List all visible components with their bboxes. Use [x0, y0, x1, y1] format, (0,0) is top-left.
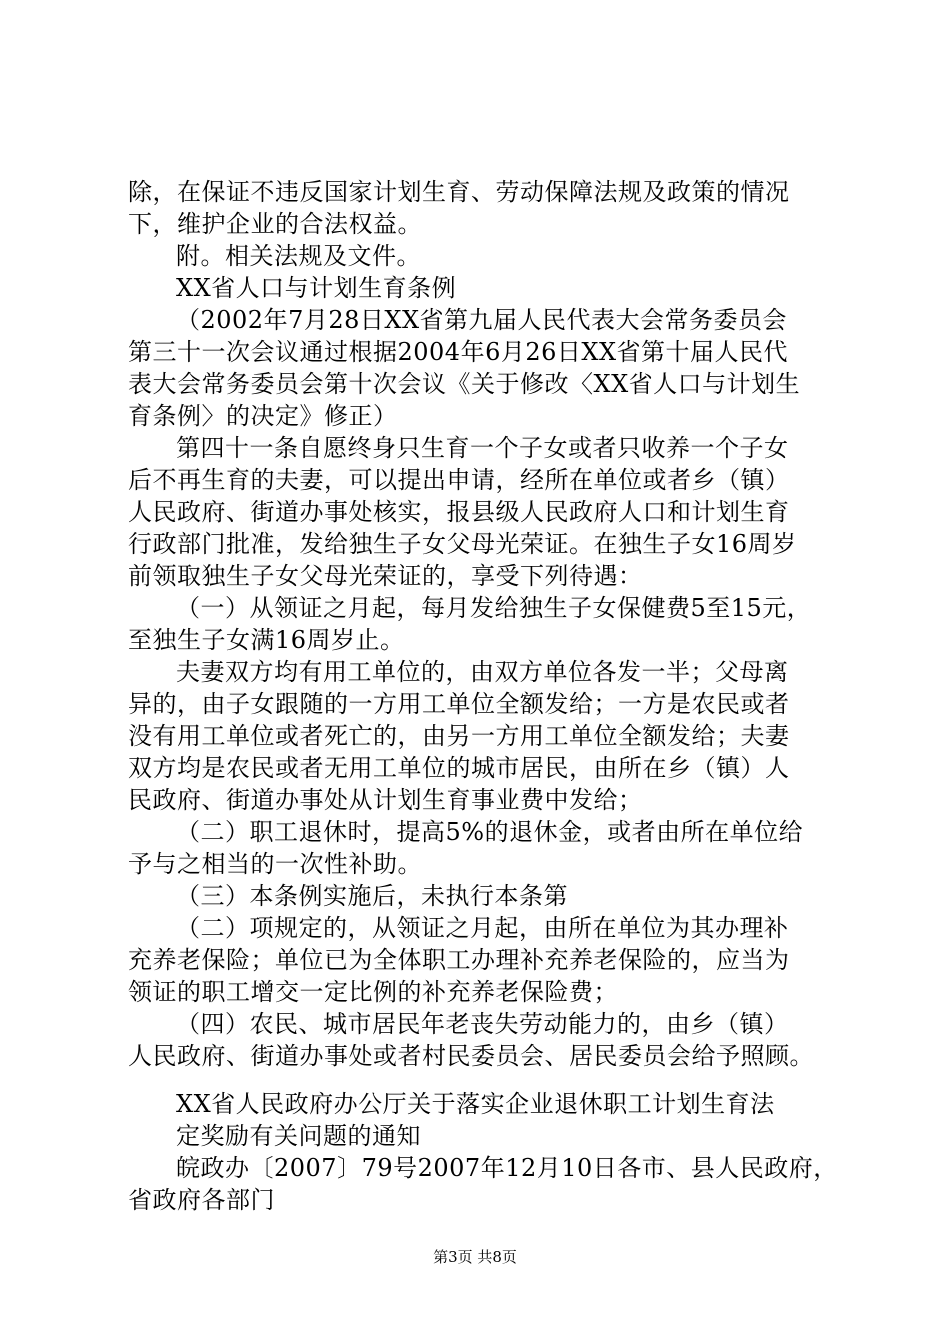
- text-line: 没有用工单位或者死亡的，由另一方用工单位全额发给；夫妻: [128, 722, 790, 750]
- text-line: 下，维护企业的合法权益。: [128, 210, 422, 238]
- text-line: （四）农民、城市居民年老丧失劳动能力的，由乡（镇）: [176, 1010, 789, 1038]
- text-line: 予与之相当的一次性补助。: [128, 850, 422, 878]
- text-line: 除，在保证不违反国家计划生育、劳动保障法规及政策的情况: [128, 178, 790, 206]
- text-line: 夫妻双方均有用工单位的，由双方单位各发一半；父母离: [176, 658, 789, 686]
- page-footer: 第3页 共8页: [433, 1248, 517, 1266]
- text-line: 领证的职工增交一定比例的补充养老保险费；: [128, 978, 618, 1006]
- text-line: 皖政办〔2007〕79号2007年12月10日各市、县人民政府，: [176, 1154, 838, 1182]
- text-line: 第三十一次会议通过根据2004年6月26日XX省第十届人民代: [128, 338, 789, 366]
- text-line: 后不再生育的夫妻，可以提出申请，经所在单位或者乡（镇）: [128, 466, 790, 494]
- notice-title: 定奖励有关问题的通知: [176, 1122, 421, 1150]
- text-line: 第四十一条自愿终身只生育一个子女或者只收养一个子女: [176, 434, 789, 462]
- text-line: 充养老保险；单位已为全体职工办理补充养老保险的，应当为: [128, 946, 790, 974]
- text-line: 育条例〉的决定》修正）: [128, 402, 398, 430]
- text-line: 附。相关法规及文件。: [176, 242, 421, 270]
- text-line: 前领取独生子女父母光荣证的，享受下列待遇：: [128, 562, 643, 590]
- notice-title: XX省人民政府办公厅关于落实企业退休职工计划生育法: [176, 1090, 775, 1118]
- text-line: 人民政府、街道办事处或者村民委员会、居民委员会给予照顾。: [128, 1042, 814, 1070]
- text-line: 异的，由子女跟随的一方用工单位全额发给；一方是农民或者: [128, 690, 790, 718]
- text-line: 至独生子女满16周岁止。: [128, 626, 405, 654]
- text-line: （二）职工退休时，提高5%的退休金，或者由所在单位给: [176, 818, 804, 846]
- text-line: （三）本条例实施后，未执行本条第: [176, 882, 568, 910]
- text-line: 人民政府、街道办事处核实，报县级人民政府人口和计划生育: [128, 498, 790, 526]
- text-line: 行政部门批准，发给独生子女父母光荣证。在独生子女16周岁: [128, 530, 797, 558]
- text-line: （二）项规定的，从领证之月起，由所在单位为其办理补: [176, 914, 789, 942]
- text-line: 表大会常务委员会第十次会议《关于修改〈XX省人口与计划生: [128, 370, 801, 398]
- text-line: 省政府各部门: [128, 1186, 275, 1214]
- text-line: 民政府、街道办事处从计划生育事业费中发给；: [128, 786, 643, 814]
- text-line: 双方均是农民或者无用工单位的城市居民，由所在乡（镇）人: [128, 754, 790, 782]
- text-line: （2002年7月28日XX省第九届人民代表大会常务委员会: [176, 306, 788, 334]
- text-line: （一）从领证之月起，每月发给独生子女保健费5至15元，: [176, 594, 812, 622]
- section-title: XX省人口与计划生育条例: [176, 274, 457, 302]
